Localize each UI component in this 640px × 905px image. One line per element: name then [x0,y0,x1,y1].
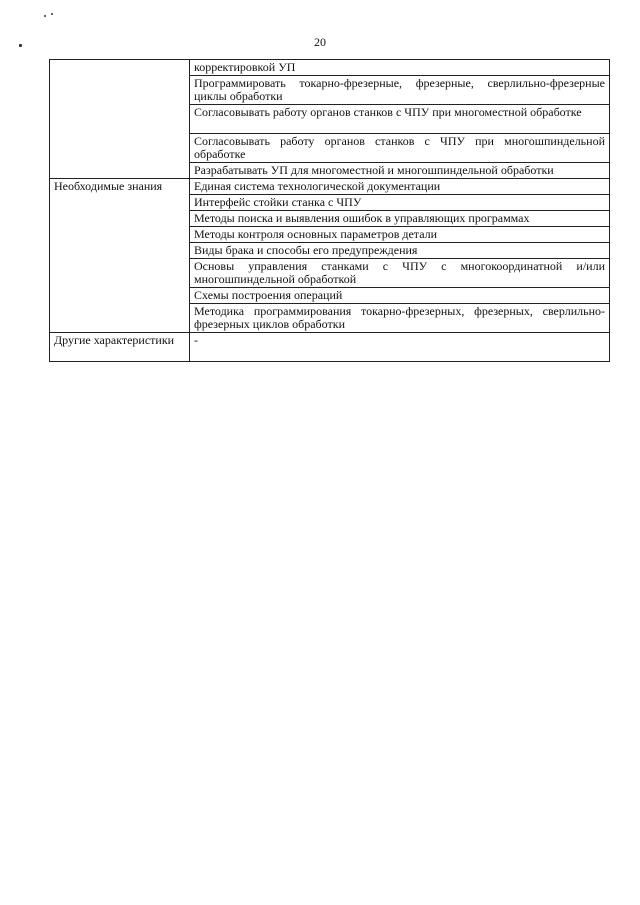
table-cell: Основы управления станками с ЧПУ с многокоординатной и/или многошпиндельной обработкой [190,259,610,288]
table-cell: Методы контроля основных параметров детали [190,227,610,243]
table-cell: Программировать токарно-фрезерные, фрезерные, сверлильно-фрезерные циклы обработки [190,76,610,105]
table-row [50,60,610,76]
table-cell: Согласовывать работу органов станков с ЧПУ при многошпиндельной обработке [190,134,610,163]
row-label [50,60,190,179]
scan-speck [51,13,53,15]
table-cell: - [190,333,610,362]
scan-speck [44,15,46,17]
table-cell: Согласовывать работу органов станков с ЧПУ при многоместной обработке [190,105,610,134]
table-cell: Единая система технологической документации [190,179,610,195]
table-cell: корректировкой УП [190,60,610,76]
page-number: 20 [314,35,326,49]
row-label: Другие характеристики [50,333,190,362]
table-cell: Разрабатывать УП для многоместной и многошпиндельной обработки [190,163,610,179]
table-cell: Интерфейс стойки станка с ЧПУ [190,195,610,211]
table-cell: Методика программирования токарно-фрезерных, фрезерных, сверлильно-фрезерных циклов обработки [190,304,610,333]
table-cell: Виды брака и способы его предупреждения [190,243,610,259]
table-row [50,179,610,195]
table-row [50,333,610,362]
table-cell: Схемы построения операций [190,288,610,304]
competency-table [49,59,610,362]
table-cell: Методы поиска и выявления ошибок в управляющих программах [190,211,610,227]
row-label: Необходимые знания [50,179,190,333]
